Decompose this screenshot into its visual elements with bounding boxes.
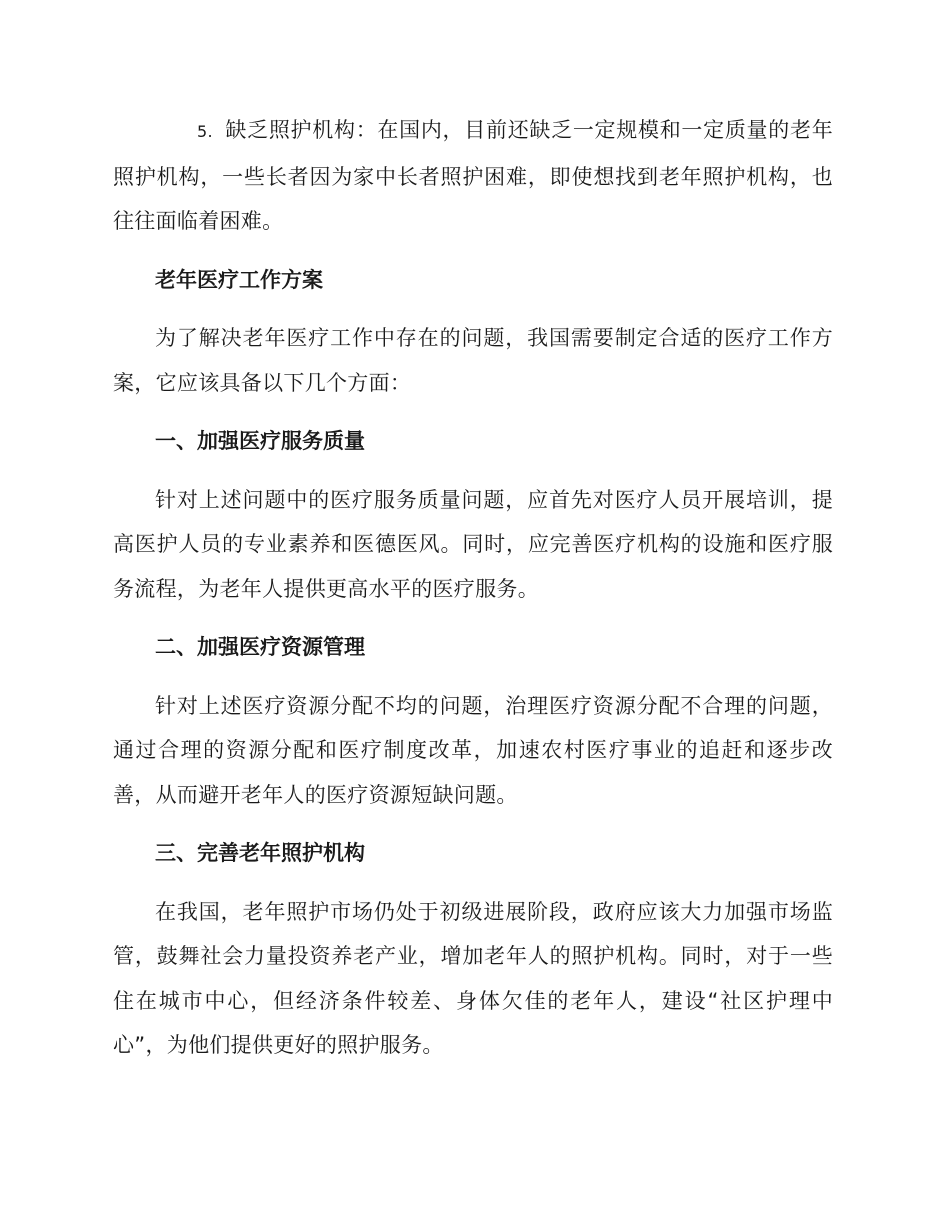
section-body-1: 针对上述问题中的医疗服务质量问题，应首先对医疗人员开展培训，提高医护人员的专业素养和医德医风。同时，应完善医疗机构的设施和医疗服务流程，为老年人提供更高水平的医疗服务。 [113, 487, 833, 601]
document-page [113, 108, 833, 1068]
list-item-number: 5. [197, 122, 213, 141]
intro-paragraph: 为了解决老年医疗工作中存在的问题，我国需要制定合适的医疗工作方案，它应该具备以下几个方面： [113, 326, 833, 395]
list-item-text: 缺乏照护机构：在国内，目前还缺乏一定规模和一定质量的老年照护机构，一些长者因为家中长者照护困难，即使想找到老年照护机构，也往往面临着困难。 [113, 118, 833, 233]
section-title: 老年医疗工作方案 [155, 267, 323, 292]
section-heading-3: 三、完善老年照护机构 [155, 841, 365, 865]
section-heading-2: 二、加强医疗资源管理 [155, 635, 365, 659]
list-item-5 [113, 108, 833, 244]
section-body-3: 在我国，老年照护市场仍处于初级进展阶段，政府应该大力加强市场监管，鼓舞社会力量投资养老产业，增加老年人的照护机构。同时，对于一些住在城市中心，但经济条件较差、身体欠佳的老年人，建设“社区护理中心”，为他们提供更好的照护服务。 [113, 899, 833, 1057]
section-body-2: 针对上述医疗资源分配不均的问题，治理医疗资源分配不合理的问题，通过合理的资源分配和医疗制度改革，加速农村医疗事业的追赶和逐步改善，从而避开老年人的医疗资源短缺问题。 [113, 693, 833, 807]
section-heading-1: 一、加强医疗服务质量 [155, 429, 365, 453]
